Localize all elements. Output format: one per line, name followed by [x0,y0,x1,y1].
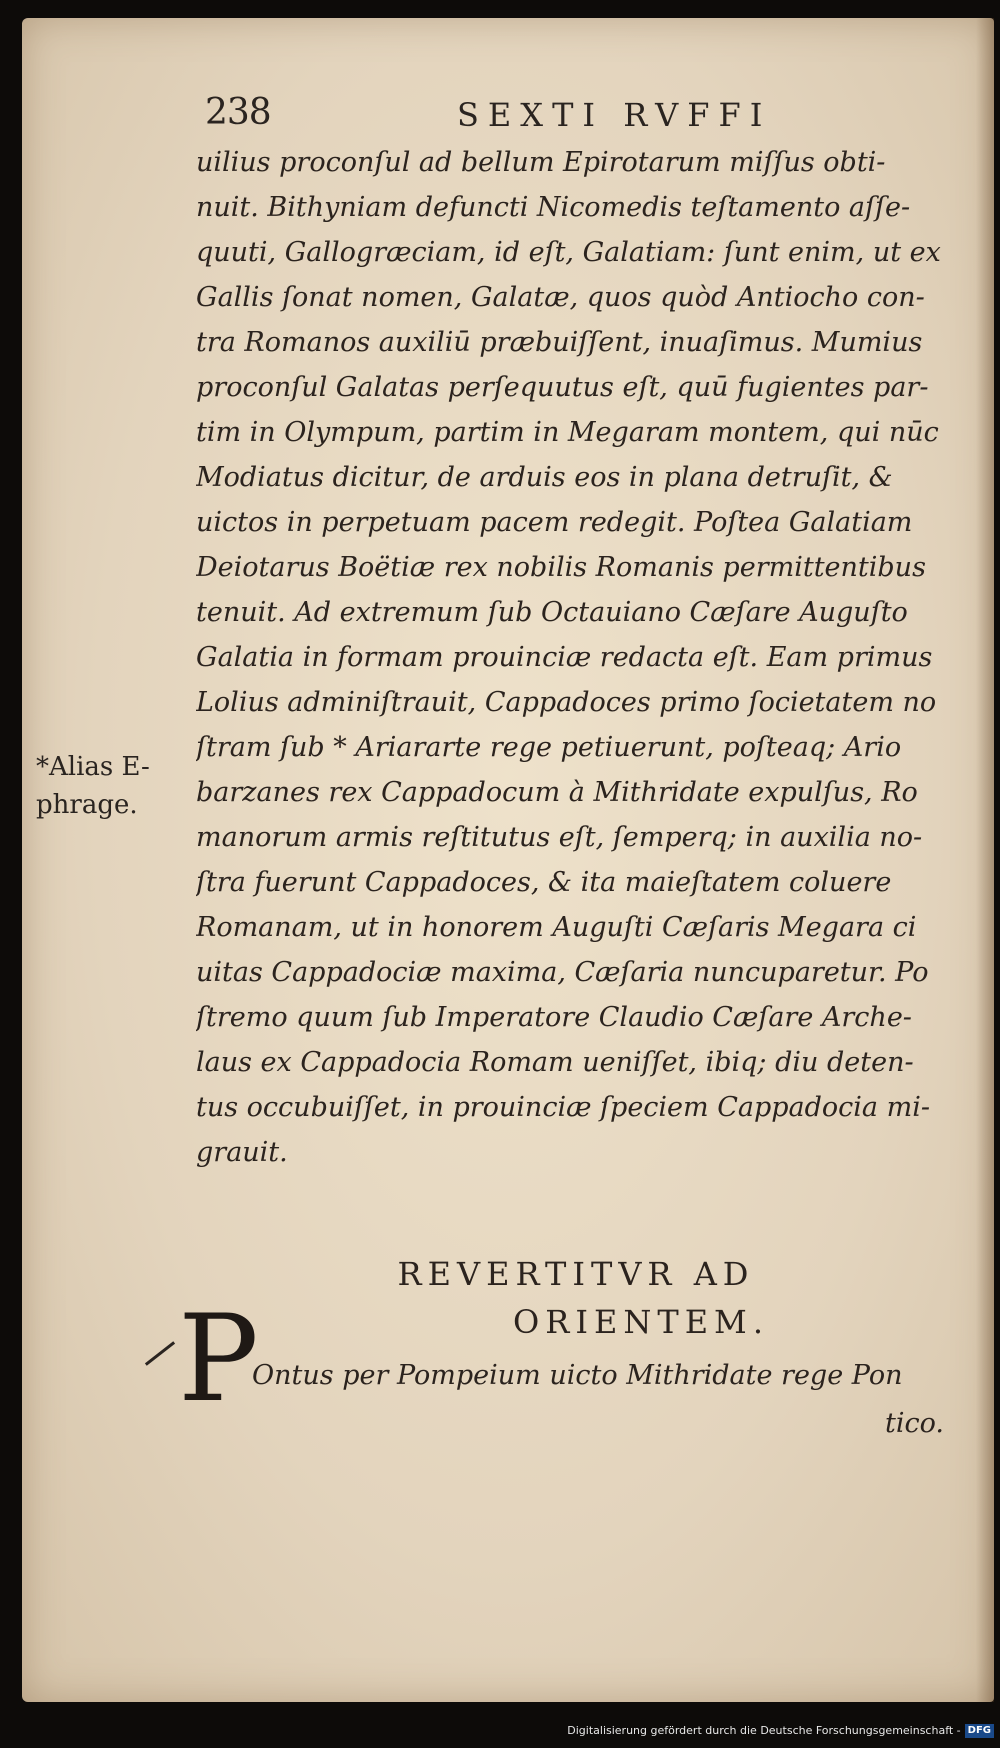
section-heading [196,1250,956,1346]
text-line: tra Romanos auxiliū præbuiſſent, inuaſimus. Mumius [196,327,923,358]
text-line: Deiotarus Boëtiæ rex nobilis Romanis permittentibus [196,552,926,583]
marginal-note-line: phrage. [36,790,138,820]
text-line: ſtra fuerunt Cappadoces, & ita maieſtatem coluere [196,867,892,898]
digitization-credit [567,1720,994,1742]
page-edge-shadow [976,18,994,1702]
text-line: tim in Olympum, partim in Megaram montem, qui nūc [196,417,939,448]
section-heading-line: ORIENTEM. [513,1303,769,1341]
text-line: ſtram ſub * Ariararte rege petiuerunt, poſteaq; Ario [196,732,902,763]
text-line: Ontus per Pompeium uicto Mithridate rege Pon [252,1360,903,1391]
text-line: uictos in perpetuam pacem redegit. Poſtea Galatiam [196,507,913,538]
drop-cap: P [178,1290,259,1429]
text-line: uilius proconſul ad bellum Epirotarum miſſus obti- [196,147,886,178]
text-line: quuti, Gallogræciam, id eſt, Galatiam: ſunt enim, ut ex [196,237,941,268]
text-line: ſtremo quum ſub Imperatore Claudio Cæſare Arche- [196,1002,912,1033]
text-line: Romanam, ut in honorem Auguſti Cæſaris Megara ci [196,912,917,943]
text-line: nuit. Bithyniam defuncti Nicomedis teſtamento aſſe- [196,192,911,223]
section-heading-line: REVERTITVR AD [397,1255,755,1293]
text-line: uitas Cappadociæ maxima, Cæſaria nuncuparetur. Po [196,957,929,988]
text-line: tus occubuiſſet, in prouinciæ ſpeciem Cappadocia mi- [196,1092,930,1123]
final-paragraph [252,1352,952,1448]
text-line: Lolius adminiſtrauit, Cappadoces primo ſocietatem no [196,687,937,718]
dfg-logo: DFG [965,1724,994,1738]
running-title: SEXTI RVFFI [457,96,772,134]
text-line: tenuit. Ad extremum ſub Octauiano Cæſare Auguſto [196,597,908,628]
catchword: tico. [885,1408,944,1439]
credit-text: Digitalisierung gefördert durch die Deutsche Forschungsgemeinschaft - [567,1724,961,1737]
text-line: Modiatus dicitur, de arduis eos in plana detruſit, & [196,462,893,493]
marginal-note [36,748,156,824]
text-line: barzanes rex Cappadocum à Mithridate expulſus, Ro [196,777,918,808]
page-header [205,92,805,136]
page-number: 238 [205,92,271,133]
body-text [196,140,956,1175]
text-line: grauit. [196,1137,288,1168]
text-line: Gallis ſonat nomen, Galatæ, quos quòd Antiocho con- [196,282,925,313]
text-line: Galatia in formam prouinciæ redacta eſt. Eam primus [196,642,933,673]
text-line: laus ex Cappadocia Romam ueniſſet, ibiq; diu deten- [196,1047,914,1078]
marginal-note-line: *Alias E- [36,752,150,782]
text-line: manorum armis reſtitutus eſt, ſemperq; in auxilia no- [196,822,923,853]
text-line: proconſul Galatas perſequutus eſt, quū fugientes par- [196,372,929,403]
